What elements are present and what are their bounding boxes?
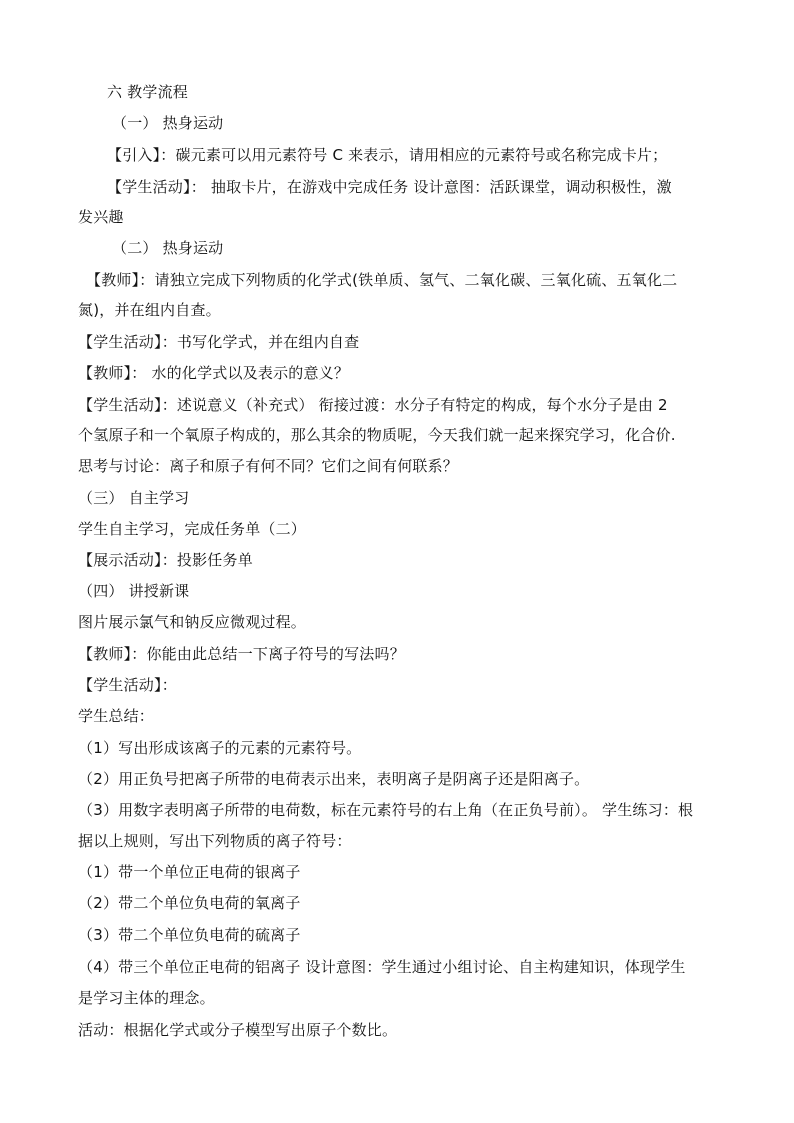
paragraph-line: 【教师】： 水的化学式以及表示的意义？ xyxy=(78,364,350,382)
subsection-heading-1: （一） 热身运动 xyxy=(112,114,224,132)
paragraph-line: 图片展示氯气和钠反应微观过程。 xyxy=(78,613,307,631)
paragraph-line: 学生总结： xyxy=(78,707,155,725)
paragraph-line: 活动：根据化学式或分子模型写出原子个数比。 xyxy=(78,1021,398,1039)
paragraph-line: 氮)，并在组内自查。 xyxy=(78,301,221,319)
paragraph-line: 【教师】：请独立完成下列物质的化学式(铁单质、氢气、二氧化碳、三氧化硫、五氧化二 xyxy=(86,271,678,289)
paragraph-line: 据以上规则，写出下列物质的离子符号： xyxy=(78,832,352,850)
paragraph-line: 个氢原子和一个氧原子构成的，那么其余的物质呢，今天我们就一起来探究学习，化合价. xyxy=(78,426,676,444)
paragraph-line: 【学生活动】： 抽取卡片，在游戏中完成任务 设计意图：活跃课堂，调动积极性，激 xyxy=(107,178,672,196)
paragraph-line: 【教师】：你能由此总结一下离子符号的写法吗？ xyxy=(78,645,405,663)
paragraph-line: 发兴趣 xyxy=(78,208,124,226)
subsection-heading-4: （四） 讲授新课 xyxy=(78,582,190,600)
list-item: （4）带三个单位正电荷的铝离子 设计意图：学生通过小组讨论、自主构建知识，体现学生 xyxy=(78,958,686,976)
list-item: （3）带二个单位负电荷的硫离子 xyxy=(78,926,301,944)
list-item: （1）写出形成该离子的元素的元素符号。 xyxy=(78,739,362,757)
paragraph-line: 【学生活动】：述说意义（补充式） 衔接过渡：水分子有特定的构成，每个水分子是由 2 xyxy=(78,396,668,414)
subsection-heading-2: （二） 热身运动 xyxy=(112,239,224,257)
paragraph-line: 是学习主体的理念。 xyxy=(78,989,215,1007)
section-heading-teaching-process: 六 教学流程 xyxy=(107,83,188,101)
paragraph-line: 思考与讨论：离子和原子有何不同？它们之间有何联系？ xyxy=(78,457,459,475)
list-item: （3）用数字表明离子所带的电荷数，标在元素符号的右上角（在正负号前）。 学生练习：根 xyxy=(78,801,694,819)
paragraph-line: 【展示活动】：投影任务单 xyxy=(78,551,253,569)
subsection-heading-3: （三） 自主学习 xyxy=(78,489,190,507)
list-item: （2）用正负号把离子所带的电荷表示出来，表明离子是阴离子还是阳离子。 xyxy=(78,770,590,788)
paragraph-line: 【学生活动】：书写化学式，并在组内自查 xyxy=(78,333,360,351)
paragraph-line: 【引入】：碳元素可以用元素符号 C 来表示，请用相应的元素符号或名称完成卡片； xyxy=(107,146,668,164)
paragraph-line: 学生自主学习，完成任务单（二） xyxy=(78,520,307,538)
list-item: （1）带一个单位正电荷的银离子 xyxy=(78,863,301,881)
paragraph-line: 【学生活动】： xyxy=(78,676,177,694)
list-item: （2）带二个单位负电荷的氧离子 xyxy=(78,894,301,912)
